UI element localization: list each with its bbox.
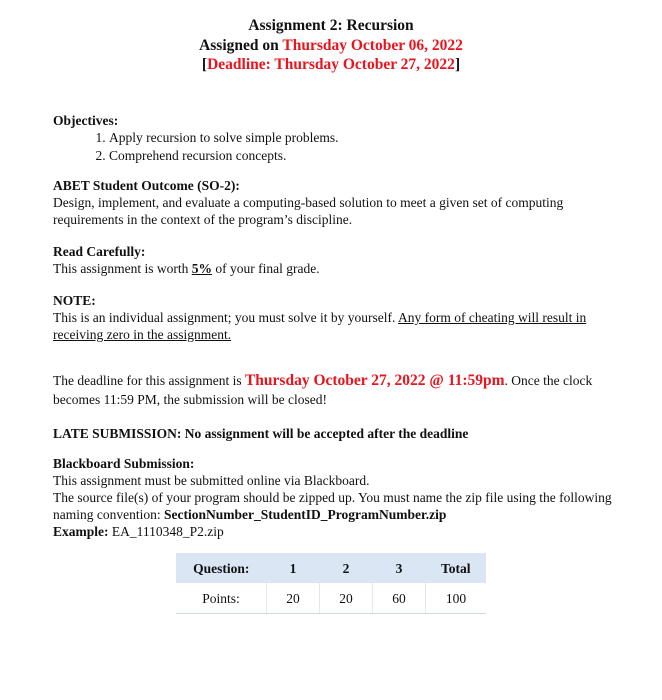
- note-heading: NOTE:: [53, 293, 96, 308]
- read-carefully-section: [53, 243, 613, 277]
- abet-text: Design, implement, and evaluate a computing-based solution to meet a given set of computing requirements in the context of the program’s discipline.: [53, 195, 564, 227]
- points-total-cell: 100: [426, 583, 487, 614]
- points-label: Points:: [176, 583, 267, 614]
- objectives-section: [53, 112, 613, 165]
- abet-heading: ABET Student Outcome (SO-2):: [53, 178, 240, 193]
- points-cell: 60: [373, 583, 426, 614]
- points-cell: 20: [267, 583, 320, 614]
- question-cell: 1: [267, 553, 320, 583]
- naming-instructions: The source file(s) of your program should be zipped up. You must name the zip file using the following naming convention:: [53, 490, 612, 522]
- read-text: [53, 260, 613, 277]
- note-text: [53, 309, 613, 343]
- assigned-date: Thursday October 06, 2022: [282, 36, 463, 54]
- note-section: [53, 292, 613, 343]
- points-cell: 20: [320, 583, 373, 614]
- abet-section: [53, 177, 613, 228]
- points-table: [176, 553, 486, 614]
- objective-item: 2. Comprehend recursion concepts.: [109, 147, 613, 165]
- objectives-list: [53, 129, 613, 165]
- assignment-title: Assignment 2: Recursion: [248, 17, 414, 34]
- read-suffix: of your final grade.: [212, 261, 320, 276]
- deadline-bracket-open: [: [201, 56, 208, 73]
- example-label: Example:: [53, 524, 109, 539]
- naming-convention: SectionNumber_StudentID_ProgramNumber.zip: [163, 507, 447, 522]
- points-row: [176, 583, 486, 614]
- cheating-warning: Any form of cheating will result in receiving zero in the assignment.: [53, 310, 587, 342]
- question-cell: 2: [320, 553, 373, 583]
- late-submission-notice: LATE SUBMISSION: No assignment will be accepted after the deadline: [53, 426, 469, 441]
- assigned-line: [0, 36, 662, 56]
- deadline-highlight: Thursday October 27, 2022 @ 11:59pm: [244, 372, 505, 389]
- deadline-line: [0, 55, 662, 75]
- question-label: Question:: [176, 553, 267, 583]
- objectives-heading: Objectives:: [53, 113, 119, 128]
- assigned-prefix: Assigned on: [199, 36, 283, 54]
- deadline-suffix: . Once the clock becomes 11:59 PM, the submission will be closed!: [53, 373, 593, 407]
- read-heading: Read Carefully:: [53, 244, 146, 259]
- blackboard-heading: Blackboard Submission:: [53, 456, 195, 471]
- question-total-cell: Total: [426, 553, 487, 583]
- deadline-date: Deadline: Thursday October 27, 2022: [207, 56, 455, 73]
- deadline-prefix: The deadline for this assignment is: [53, 373, 245, 388]
- example-value: EA_1110348_P2.zip: [108, 524, 224, 539]
- blackboard-section: [53, 455, 613, 540]
- deadline-bracket-close: ]: [454, 56, 461, 73]
- example-line: [53, 523, 613, 540]
- deadline-paragraph: [53, 371, 613, 409]
- question-cell: 3: [373, 553, 426, 583]
- note-body: This is an individual assignment; you must solve it by yourself.: [53, 310, 398, 325]
- objective-item: 1. Apply recursion to solve simple problems.: [109, 129, 613, 147]
- blackboard-line1: This assignment must be submitted online via Blackboard.: [53, 473, 370, 488]
- question-row: [176, 553, 486, 583]
- read-prefix: This assignment is worth: [53, 261, 192, 276]
- blackboard-line2: [53, 489, 613, 523]
- document-header: [0, 16, 662, 75]
- grade-percent: 5%: [191, 261, 212, 276]
